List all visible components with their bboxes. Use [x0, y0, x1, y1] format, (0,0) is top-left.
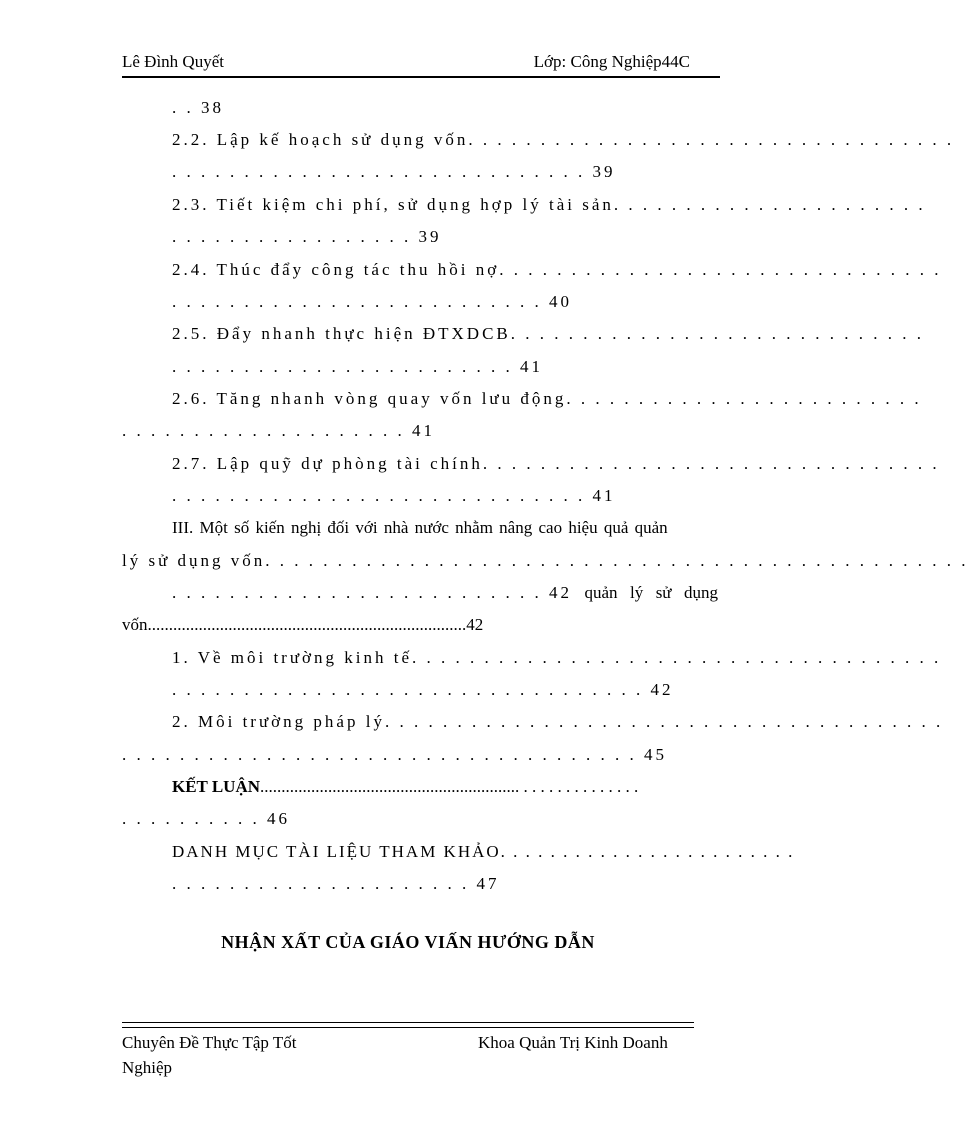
toc-page-number: . . . . . . . . . . . . . . . . . . . . . . . . . . . . . . . . . . . . 45 [122, 745, 667, 764]
toc-entry-2-7: 2.7. Lập quỹ dự phòng tài chính. . . . . . . . . . . . . . . . . . . . . . . . . . . . . . . . [172, 454, 940, 473]
toc-word: quản [584, 583, 618, 602]
toc-entry-2-3: 2.3. Tiết kiệm chi phí, sử dụng hợp lý tài sản. . . . . . . . . . . . . . . . . . . . . . [172, 195, 926, 214]
toc-page-number: . . . . . . . . . . . . . . . . . 39 [172, 227, 442, 246]
toc-entry-references: DANH MỤC TÀI LIỆU THAM KHẢO. . . . . . . . . . . . . . . . . . . . . . . . [172, 842, 795, 861]
section-title: NHẬN XẤT CỦA GIÁO VIẤN HƯỚNG DẪN [221, 932, 595, 952]
toc-page-number: . . . . . . . . . . . . . . . . . . . . . . . . . . 42 [172, 583, 572, 602]
toc-entry-2-2: 2.2. Lập kế hoạch sử dụng vốn. . . . . . . . . . . . . . . . . . . . . . . . . . . . . . . . . . [172, 130, 955, 149]
class-name: Lớp: Công Nghiệp44C [533, 52, 690, 71]
footer-left: Chuyên Đề Thực Tập Tốt Nghiệp [122, 1033, 297, 1077]
toc-leader: ............................................................. . . . . . . . . . . . . . . [260, 777, 639, 796]
toc-entry-von: vốn...........................................................................42 [122, 615, 484, 634]
toc-page-number: . . . . . . . . . . . . . . . . . . . . . . . . . . . . . 39 [172, 162, 616, 181]
toc-entry-2-5: 2.5. Đẩy nhanh thực hiện ĐTXDCB. . . . . . . . . . . . . . . . . . . . . . . . . . . . . [172, 324, 925, 343]
toc-entry-iii-continued: lý sử dụng vốn. . . . . . . . . . . . . . . . . . . . . . . . . . . . . . . . . . . . . . . . . . . . . . . . . [122, 551, 969, 570]
toc-entry-conclusion [122, 771, 718, 803]
toc-line: . . 38 [172, 98, 224, 117]
toc-page-number: . . . . . . . . . . . . . . . . . . . . . . . . . . . . . . . . . 42 [172, 680, 674, 699]
toc-entry-2-6: 2.6. Tăng nhanh vòng quay vốn lưu động. . . . . . . . . . . . . . . . . . . . . . . . . [172, 389, 922, 408]
toc-page-number: . . . . . . . . . . . . . . . . . . . . . . . . 41 [172, 357, 543, 376]
page-header [122, 50, 720, 78]
toc-word: sử [655, 583, 672, 602]
author-name: Lê Đình Quyết [122, 52, 224, 71]
footer-right: Khoa Quản Trị Kinh Doanh [478, 1033, 668, 1052]
toc-entry-1: 1. Về môi trường kinh tế. . . . . . . . . . . . . . . . . . . . . . . . . . . . . . . . . . . . . [172, 648, 942, 667]
conclusion-label: KẾT LUẬN [172, 777, 261, 796]
toc-word: lý [629, 583, 644, 602]
toc-page-number: . . . . . . . . . . . . . . . . . . . . 41 [122, 421, 435, 440]
toc-page-number: . . . . . . . . . . . . . . . . . . . . . . . . . . . . . 41 [172, 486, 616, 505]
toc-entry-2-4: 2.4. Thúc đẩy công tác thu hồi nợ. . . . . . . . . . . . . . . . . . . . . . . . . . . . . . . [172, 260, 942, 279]
toc-entry-2: 2. Môi trường pháp lý. . . . . . . . . . . . . . . . . . . . . . . . . . . . . . . . . . . . . . . [172, 712, 944, 731]
toc-page-number: . . . . . . . . . . . . . . . . . . . . . 47 [172, 874, 500, 893]
footer-divider [122, 1022, 694, 1028]
toc-page-number: . . . . . . . . . . . . . . . . . . . . . . . . . . 40 [172, 292, 572, 311]
toc-entry-iii-page [122, 577, 718, 609]
toc-page-number: . . . . . . . . . . 46 [122, 809, 290, 828]
toc-word: dụng [684, 583, 718, 602]
toc-entry-iii: III. Một số kiến nghị đối với nhà nước nhằm nâng cao hiệu quả quản [172, 518, 668, 537]
